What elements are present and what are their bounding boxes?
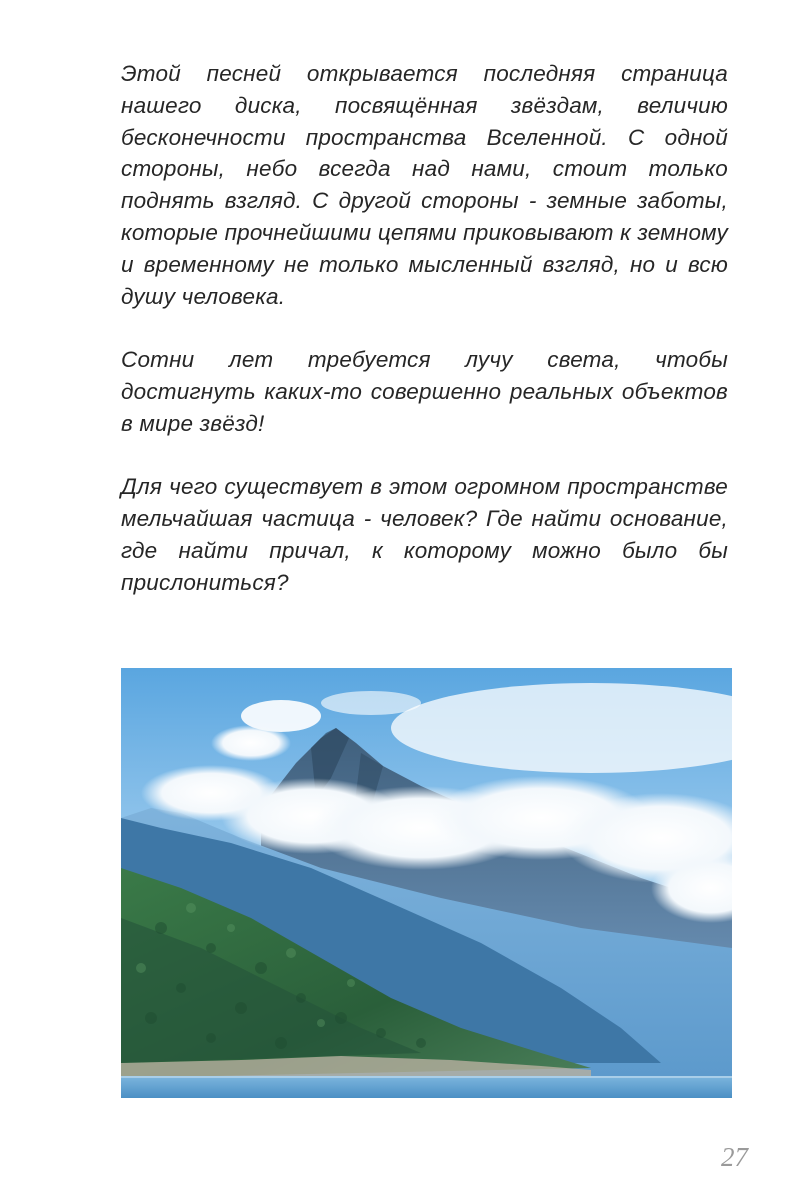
page-number: 27 xyxy=(721,1142,748,1172)
paragraph-2: Сотни лет требуется лучу света, чтобы достигнуть каких-то совершенно реальных объектов в мире звёзд! xyxy=(121,347,728,436)
paragraph-3: Для чего существует в этом огромном пространстве мельчайшая частица - человек? Где найти основание, где найти причал, к которому можно было бы прислониться? xyxy=(121,474,728,595)
paragraph-1: Этой песней открывается последняя страница нашего диска, посвящённая звёздам, величию бесконечности пространства Вселенной. С одной стороны, небо всегда над нами, стоит только поднять взгляд. С другой стороны - земные заботы, которые прочнейшими цепями приковывают к земному и временному не только мысленный взгляд, но и всю душу человека. xyxy=(121,61,728,309)
body-text xyxy=(121,58,728,630)
mountain-photo xyxy=(121,668,732,1098)
